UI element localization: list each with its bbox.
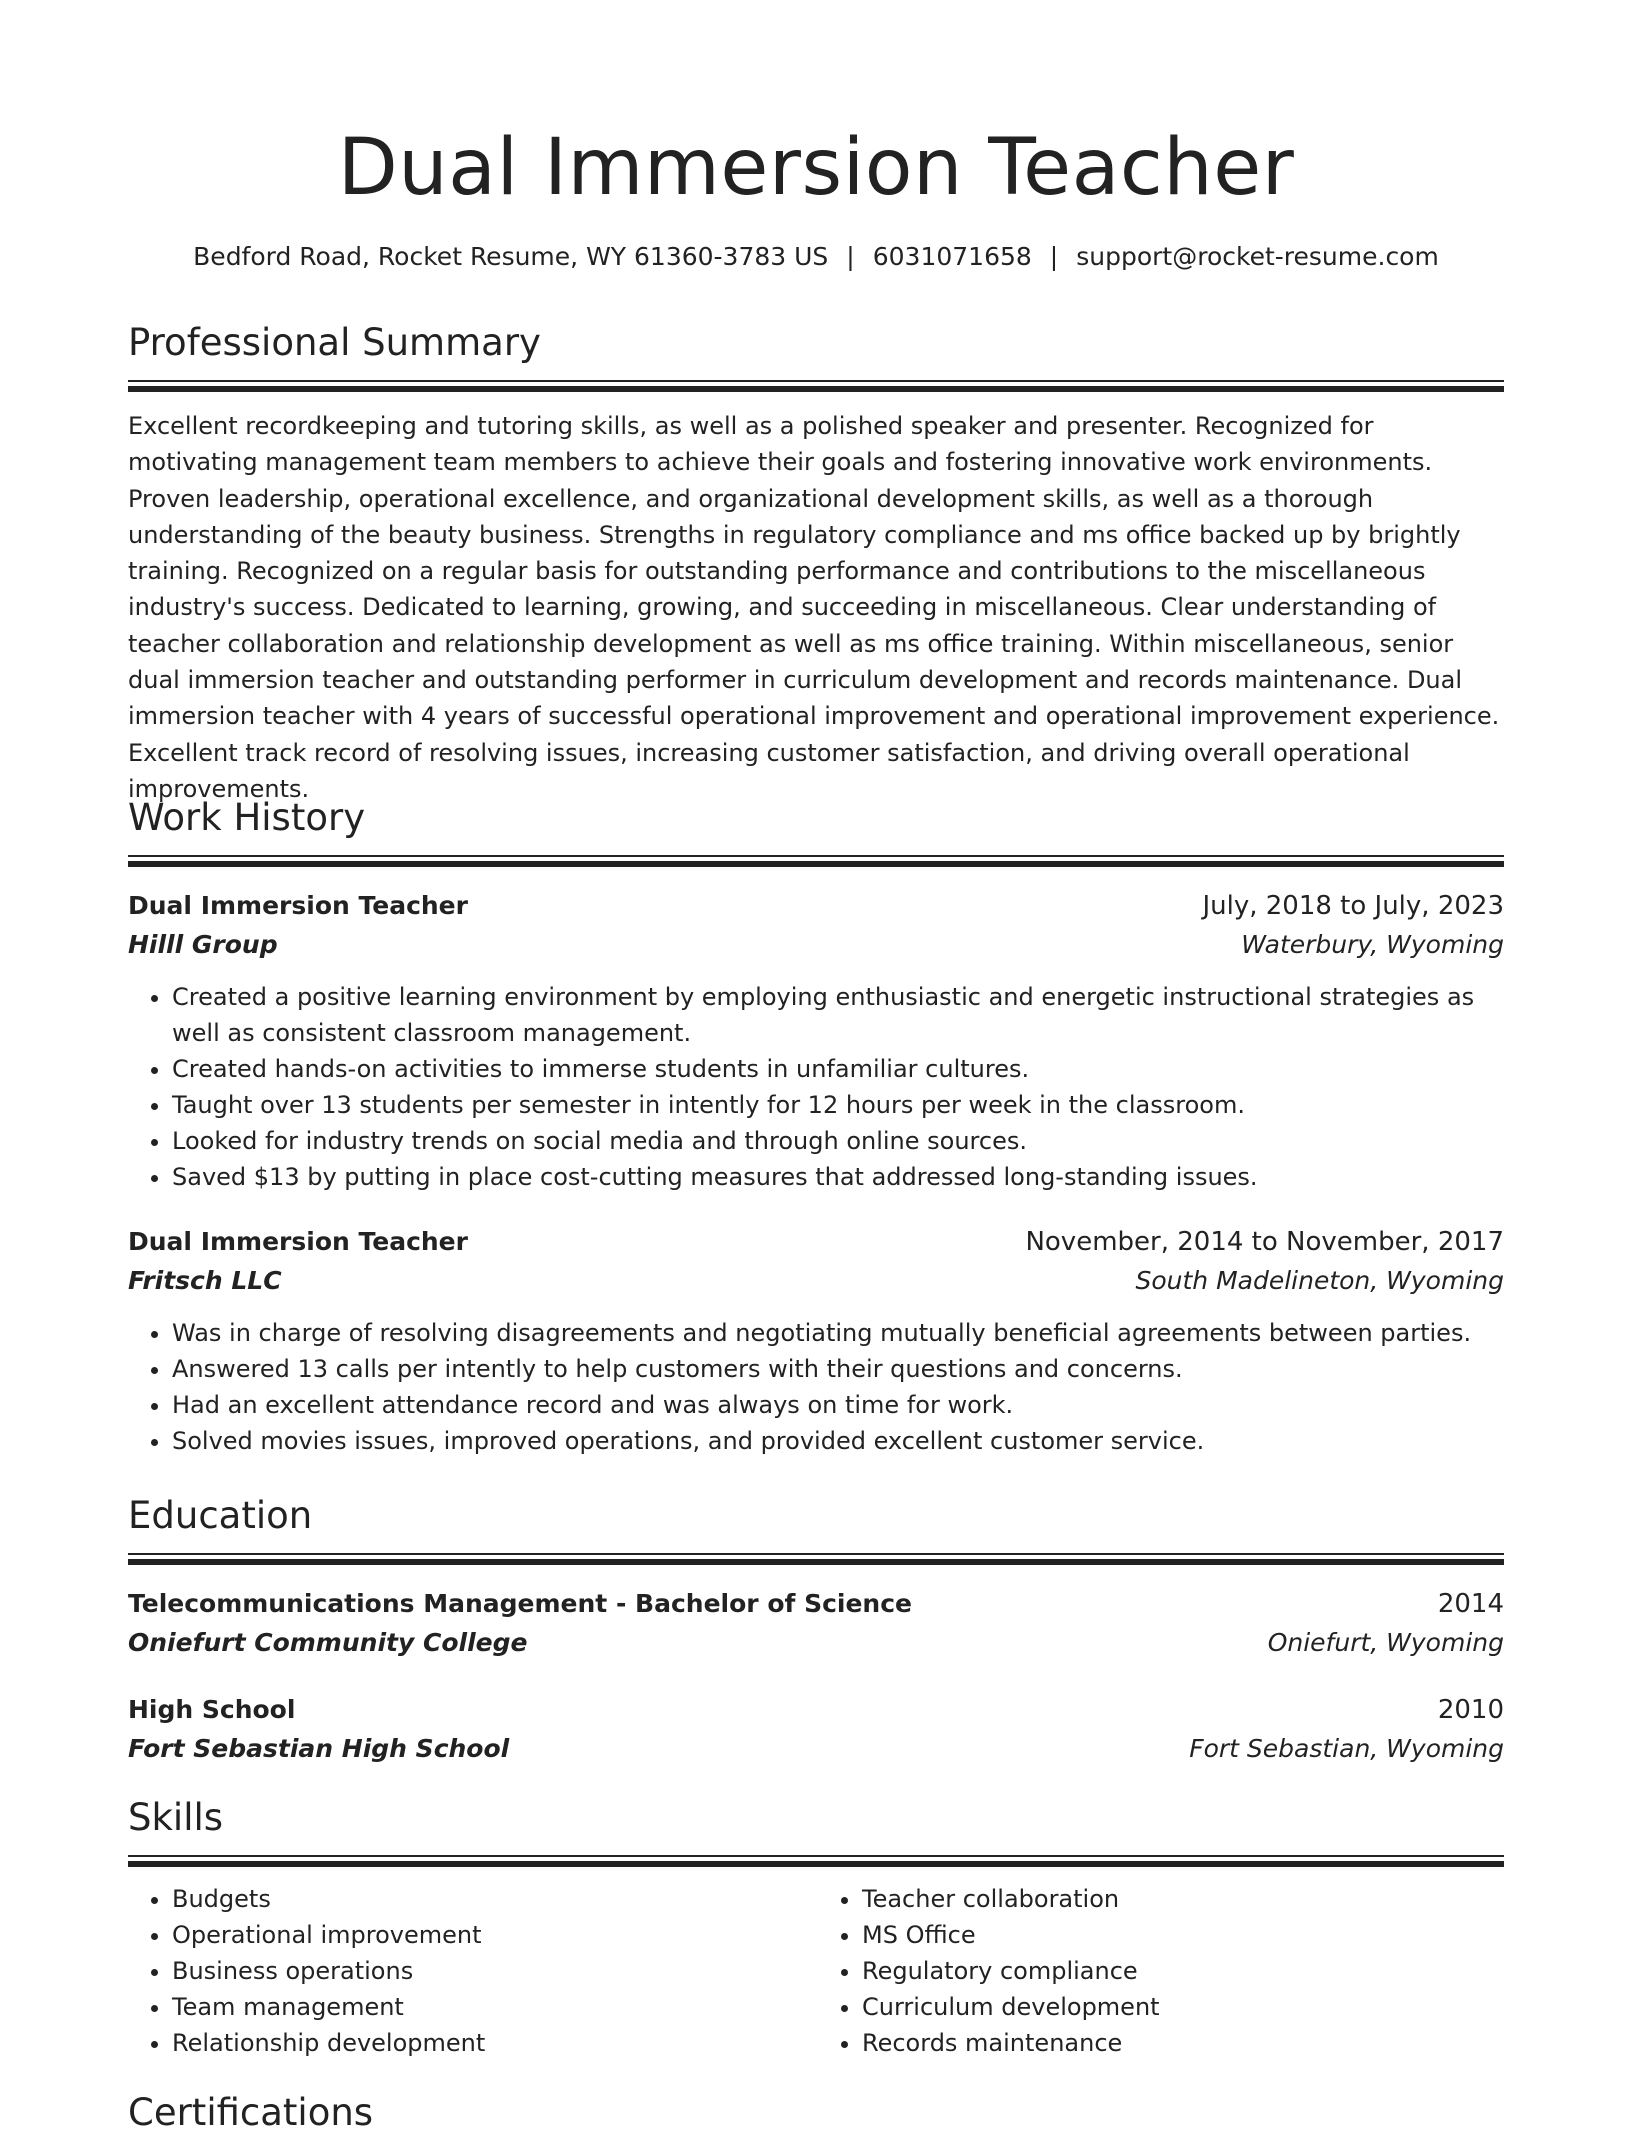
skills-list-right (812, 1881, 1502, 2061)
job-company: Hilll Group (128, 930, 278, 959)
list-item: • Answered 13 calls per intently to help customers with their questions and concerns. (172, 1351, 1504, 1387)
skill-item: • MS Office (862, 1917, 1502, 1953)
job-title: Dual Immersion Teacher (128, 1227, 468, 1256)
skill-item: • Curriculum development (862, 1989, 1502, 2025)
skill-item: • Records maintenance (862, 2025, 1502, 2061)
skill-item: • Business operations (172, 1953, 812, 1989)
contact-line (128, 240, 1504, 274)
resume-title: Dual Immersion Teacher (337, 123, 1295, 213)
school-name: Fort Sebastian High School (128, 1734, 510, 1763)
job-location: South Madelineton, Wyoming (1135, 1266, 1504, 1295)
job-dates: November, 2014 to November, 2017 (1025, 1227, 1504, 1257)
certifications-section (128, 2088, 1504, 2138)
job-company: Fritsch LLC (128, 1266, 282, 1295)
skill-item: • Regulatory compliance (862, 1953, 1502, 1989)
school-location: Oniefurt, Wyoming (1267, 1628, 1504, 1657)
list-item: • Taught over 13 students per semester in intently for 12 hours per week in the classroom. (172, 1087, 1504, 1123)
summary-heading: Professional Summary (128, 321, 541, 364)
list-item: • Solved movies issues, improved operations, and provided excellent customer service. (172, 1423, 1504, 1459)
education-entry (128, 1691, 1504, 1769)
list-item: • Created a positive learning environment by employing enthusiastic and energetic instructional strategies as well as consistent classroom management. (172, 979, 1504, 1051)
skill-item: • Budgets (172, 1881, 812, 1917)
skill-item: • Teacher collaboration (862, 1881, 1502, 1917)
job-duties-list (128, 979, 1504, 1195)
section-divider (128, 855, 1504, 867)
education-header-row (128, 1691, 1504, 1729)
skills-heading: Skills (128, 1796, 224, 1839)
job-header-row (128, 1223, 1504, 1261)
education-school-row (128, 1729, 1504, 1769)
degree-name: Telecommunications Management - Bachelor of Science (128, 1589, 912, 1618)
contact-phone: 6031071658 (872, 242, 1032, 271)
education-entry (128, 1585, 1504, 1663)
job-title: Dual Immersion Teacher (128, 891, 468, 920)
school-location: Fort Sebastian, Wyoming (1189, 1734, 1504, 1763)
job-company-row (128, 925, 1504, 965)
education-heading: Education (128, 1494, 313, 1537)
degree-name: High School (128, 1695, 296, 1724)
skill-item: • Relationship development (172, 2025, 812, 2061)
job-dates: July, 2018 to July, 2023 (1202, 891, 1504, 921)
contact-address: Bedford Road, Rocket Resume, WY 61360-3783 US (193, 242, 829, 271)
skills-columns (128, 1881, 1504, 2061)
graduation-year: 2014 (1437, 1589, 1504, 1619)
job-entry (128, 1223, 1504, 1459)
education-header-row (128, 1585, 1504, 1623)
job-header-row (128, 887, 1504, 925)
job-duties-list (128, 1315, 1504, 1459)
skills-section (128, 1793, 1504, 2061)
list-item: • Looked for industry trends on social media and through online sources. (172, 1123, 1504, 1159)
certifications-heading: Certifications (128, 2091, 374, 2134)
list-item: • Was in charge of resolving disagreements and negotiating mutually beneficial agreements between parties. (172, 1315, 1504, 1351)
summary-section (128, 318, 1504, 807)
list-item: • Saved $13 by putting in place cost-cutting measures that addressed long-standing issues. (172, 1159, 1504, 1195)
work-history-section (128, 793, 1504, 1459)
education-section (128, 1491, 1504, 1769)
contact-email: support@rocket-resume.com (1076, 242, 1439, 271)
school-name: Oniefurt Community College (128, 1628, 528, 1657)
graduation-year: 2010 (1437, 1695, 1504, 1725)
list-item: • Had an excellent attendance record and was always on time for work. (172, 1387, 1504, 1423)
work-history-heading: Work History (128, 796, 366, 839)
skills-list-left (128, 1881, 812, 2061)
skill-item: • Team management (172, 1989, 812, 2025)
section-divider (128, 1553, 1504, 1565)
job-location: Waterbury, Wyoming (1241, 930, 1504, 959)
contact-separator: | (846, 242, 855, 271)
contact-separator: | (1049, 242, 1059, 271)
summary-text: Excellent recordkeeping and tutoring skills, as well as a polished speaker and presenter. Recognized for motivating management team members to achieve their goals and fostering innovative work environments. Proven leadership, operational excellence, and organizational development skills, as well as a thorough understanding of the beauty business. Strengths in regulatory compliance and ms office backed up by brightly training. Recognized on a regular basis for outstanding performance and contributions to the miscellaneous industry's success. Dedicated to learning, growing, and succeeding in miscellaneous. Clear understanding of teacher collaboration and relationship development as well as ms office training. Within miscellaneous, senior dual immersion teacher and outstanding performer in curriculum development and records maintenance. Dual immersion teacher with 4 years of successful operational improvement and operational improvement experience. Excellent track record of resolving issues, increasing customer satisfaction, and driving overall operational improvements. (128, 412, 1500, 803)
job-entry (128, 887, 1504, 1195)
list-item: • Created hands-on activities to immerse students in unfamiliar cultures. (172, 1051, 1504, 1087)
job-company-row (128, 1261, 1504, 1301)
section-divider (128, 1855, 1504, 1867)
section-divider (128, 380, 1504, 392)
education-school-row (128, 1623, 1504, 1663)
skill-item: • Operational improvement (172, 1917, 812, 1953)
